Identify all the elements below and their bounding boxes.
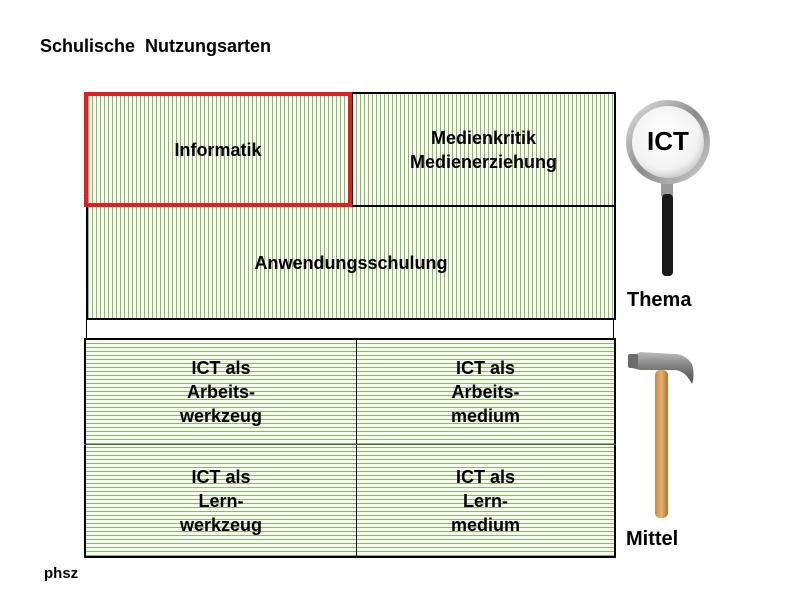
thema-label: Thema [627,289,692,311]
medienkritik-cell [353,94,614,205]
cell-line: ICT als [191,466,251,487]
diagram-title: Schulische Nutzungsarten [40,36,272,56]
cell-line: ICT als [455,466,516,487]
medienerziehung-label: Medienerziehung [409,151,557,172]
hammer-icon [626,348,698,520]
cell-line: Lern- [198,490,244,511]
cell-line: Arbeits- [451,382,520,402]
cell-line: werkzeug [179,406,263,426]
block-spacer [86,320,614,338]
medienkritik-label: Medienkritik [430,127,537,148]
ict-arbeitswerkzeug-cell [86,340,356,444]
cell-line: Arbeits- [186,382,255,402]
anwendungsschulung-label: Anwendungsschulung [254,252,448,273]
ict-lernmedium-cell [357,445,614,556]
informatik-cell [84,92,352,207]
cell-line: medium [450,514,520,535]
cell-line: werkzeug [179,514,263,535]
cell-line: Lern- [463,490,508,511]
magnifier-text: ICT [647,126,689,156]
cell-line: ICT als [191,358,251,378]
magnifying-glass-icon [622,96,714,280]
anwendungsschulung-cell [88,207,614,318]
ict-lernwerkzeug-cell [86,445,356,556]
cell-line: medium [450,406,520,426]
informatik-label: Informatik [174,139,262,160]
cell-line: ICT als [455,358,516,378]
footer-label: phsz [44,565,79,582]
mittel-label: Mittel [626,528,679,550]
ict-arbeitsmedium-cell [357,340,614,444]
